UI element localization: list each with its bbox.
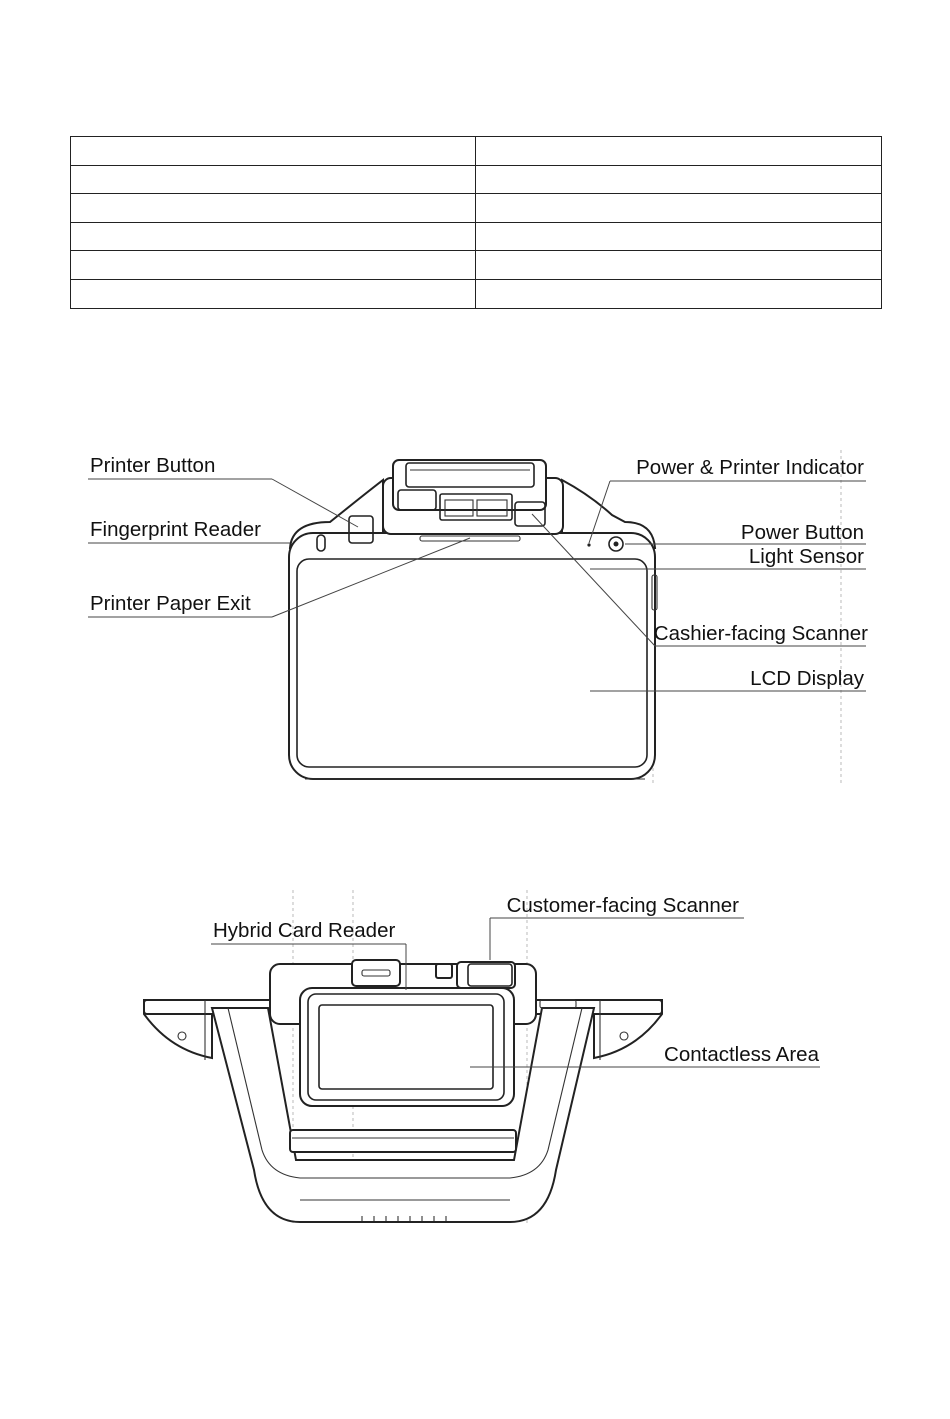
table-cell (71, 137, 476, 166)
label-cashier-facing-scanner: Cashier-facing Scanner (653, 622, 868, 645)
table-row (71, 222, 882, 251)
label-power-button: Power Button (740, 521, 864, 544)
table-cell (476, 137, 882, 166)
label-customer-facing-scanner: Customer-facing Scanner (506, 894, 739, 917)
table-cell (476, 251, 882, 280)
table-row (71, 165, 882, 194)
table-cell (476, 165, 882, 194)
label-printer-paper-exit: Printer Paper Exit (90, 592, 251, 615)
table-row (71, 194, 882, 223)
table-cell (71, 222, 476, 251)
label-fingerprint-reader: Fingerprint Reader (90, 518, 261, 541)
front-view-diagram (0, 440, 950, 800)
spec-table (70, 136, 882, 309)
label-contactless-area: Contactless Area (664, 1043, 819, 1066)
table-cell (71, 165, 476, 194)
pos-terminal-rear (144, 960, 662, 1222)
rear-view-diagram (0, 880, 950, 1230)
table-cell (71, 279, 476, 308)
table-row (71, 137, 882, 166)
table-row (71, 279, 882, 308)
label-hybrid-card-reader: Hybrid Card Reader (213, 919, 396, 942)
label-light-sensor: Light Sensor (748, 545, 864, 568)
table-cell (476, 222, 882, 251)
label-power-printer-indicator: Power & Printer Indicator (636, 456, 864, 479)
table-row (71, 251, 882, 280)
table-cell (71, 194, 476, 223)
table-cell (476, 194, 882, 223)
label-lcd-display: LCD Display (750, 667, 864, 690)
label-printer-button: Printer Button (90, 454, 216, 477)
table-cell (476, 279, 882, 308)
pos-terminal-front (289, 460, 657, 779)
table-cell (71, 251, 476, 280)
